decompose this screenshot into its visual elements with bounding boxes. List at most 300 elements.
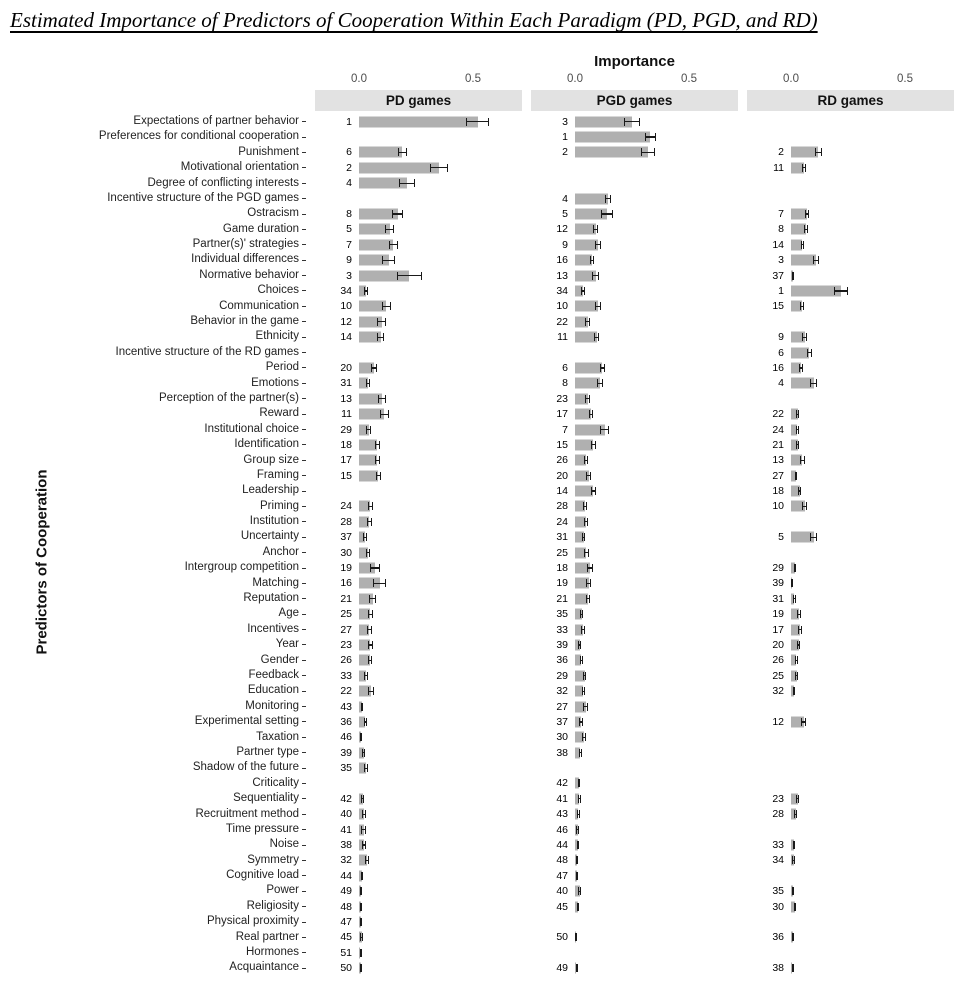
rank-label: 6 <box>778 346 784 359</box>
rank-label: 10 <box>556 300 568 313</box>
rank-label: 19 <box>340 561 352 574</box>
error-bar <box>579 749 583 757</box>
facet-cell-rd <box>747 329 954 344</box>
predictor-label: Period <box>56 360 306 375</box>
facet-cell-pgd <box>531 530 738 545</box>
error-bar <box>377 318 386 326</box>
rank-label: 47 <box>340 915 352 928</box>
predictor-label: Matching <box>56 576 306 591</box>
predictor-row <box>56 607 957 622</box>
x-tick-label: 0.0 <box>783 73 799 85</box>
predictor-row <box>56 637 957 652</box>
facet-cell-pd <box>315 406 522 421</box>
error-bar <box>582 687 586 695</box>
predictor-label: Ostracism <box>56 206 306 221</box>
facet-cell-pgd <box>531 360 738 375</box>
error-bar <box>582 533 586 541</box>
rank-label: 5 <box>778 530 784 543</box>
predictor-row <box>56 945 957 960</box>
facet-cell-rd <box>747 945 954 960</box>
rank-label: 3 <box>778 253 784 266</box>
facet-cell-pd <box>315 268 522 283</box>
rank-label: 20 <box>340 361 352 374</box>
facet-cell-pgd <box>531 622 738 637</box>
facet-cell-rd <box>747 607 954 622</box>
rank-label: 5 <box>562 207 568 220</box>
error-bar <box>600 426 609 434</box>
facet-cell-pd <box>315 145 522 160</box>
predictor-label: Group size <box>56 453 306 468</box>
rank-label: 10 <box>340 300 352 313</box>
rank-label: 11 <box>341 407 352 420</box>
predictor-label: Monitoring <box>56 699 306 714</box>
predictor-label: Incentives <box>56 622 306 637</box>
error-bar <box>368 641 373 649</box>
error-bar <box>360 733 362 741</box>
facet-cell-rd <box>747 591 954 606</box>
error-bar <box>801 718 806 726</box>
error-bar <box>367 518 372 526</box>
predictor-label: Motivational orientation <box>56 160 306 175</box>
predictor-row <box>56 822 957 837</box>
rank-label: 10 <box>772 500 784 513</box>
predictor-row <box>56 653 957 668</box>
facet-cell-pgd <box>531 745 738 760</box>
facet-cell-pd <box>315 853 522 868</box>
error-bar <box>807 349 812 357</box>
facet-cell-rd <box>747 176 954 191</box>
facet-cell-pgd <box>531 760 738 775</box>
facet-cell-pgd <box>531 853 738 868</box>
predictor-label: Religiosity <box>56 899 306 914</box>
facet-cell-pgd <box>531 453 738 468</box>
error-bar <box>576 872 578 880</box>
error-bar <box>576 964 578 972</box>
facet-cell-rd <box>747 837 954 852</box>
predictor-label: Individual differences <box>56 253 306 268</box>
predictor-row <box>56 391 957 406</box>
facet-cell-pgd <box>531 329 738 344</box>
facet-cell-pgd <box>531 222 738 237</box>
predictor-row <box>56 314 957 329</box>
rank-label: 20 <box>772 638 784 651</box>
error-bar <box>796 441 799 449</box>
predictor-row <box>56 560 957 575</box>
rank-label: 34 <box>772 854 784 867</box>
facet-cell-rd <box>747 129 954 144</box>
predictor-label: Gender <box>56 653 306 668</box>
predictor-label: Noise <box>56 837 306 852</box>
error-bar <box>796 426 799 434</box>
error-bar <box>792 856 794 864</box>
rank-label: 17 <box>772 623 784 636</box>
facet-cell-rd <box>747 422 954 437</box>
facet-cell-pd <box>315 437 522 452</box>
rank-label: 12 <box>340 315 352 328</box>
importance-bar <box>359 162 439 173</box>
error-bar <box>360 903 362 911</box>
predictor-row <box>56 453 957 468</box>
tick-cell-rd <box>747 73 954 88</box>
rank-label: 26 <box>772 654 784 667</box>
rank-label: 9 <box>346 253 352 266</box>
error-bar <box>594 333 599 341</box>
facet-cell-pgd <box>531 499 738 514</box>
rank-label: 31 <box>340 377 352 390</box>
facet-cell-rd <box>747 637 954 652</box>
rank-label: 27 <box>556 700 568 713</box>
error-bar <box>585 318 590 326</box>
predictor-row <box>56 699 957 714</box>
rank-label: 1 <box>562 130 568 143</box>
predictor-label: Incentive structure of the PGD games <box>56 191 306 206</box>
rank-label: 13 <box>556 269 568 282</box>
error-bar <box>362 810 366 818</box>
rank-label: 18 <box>340 438 352 451</box>
facet-cell-pgd <box>531 468 738 483</box>
rank-label: 18 <box>772 484 784 497</box>
rank-label: 3 <box>562 115 568 128</box>
facet-cell-rd <box>747 683 954 698</box>
rank-label: 41 <box>556 792 568 805</box>
facet-cell-pgd <box>531 899 738 914</box>
facet-cell-pgd <box>531 837 738 852</box>
predictor-label: Cognitive load <box>56 868 306 883</box>
rank-label: 32 <box>772 684 784 697</box>
error-bar <box>362 749 366 757</box>
facet-cell-pgd <box>531 283 738 298</box>
facet-cell-pd <box>315 283 522 298</box>
facet-cell-pd <box>315 560 522 575</box>
facet-cell-pd <box>315 253 522 268</box>
x-tick-label: 0.5 <box>897 73 913 85</box>
facet-cell-pgd <box>531 437 738 452</box>
x-axis-tick-row <box>56 73 957 88</box>
rank-label: 9 <box>562 238 568 251</box>
error-bar <box>793 687 795 695</box>
predictor-row <box>56 807 957 822</box>
facet-cell-pgd <box>531 406 738 421</box>
facet-cell-rd <box>747 899 954 914</box>
error-bar <box>586 472 591 480</box>
facet-cell-pd <box>315 514 522 529</box>
facet-cell-pgd <box>531 345 738 360</box>
facet-strip-pgd: PGD games <box>531 90 738 111</box>
predictor-row <box>56 730 957 745</box>
error-bar <box>577 903 579 911</box>
predictor-row <box>56 468 957 483</box>
predictor-row <box>56 591 957 606</box>
error-bar <box>377 333 384 341</box>
predictor-label: Behavior in the game <box>56 314 306 329</box>
rank-label: 26 <box>556 454 568 467</box>
facet-strip-rd: RD games <box>747 90 954 111</box>
rank-label: 17 <box>340 454 352 467</box>
facet-cell-pgd <box>531 699 738 714</box>
predictor-label: Partner(s)' strategies <box>56 237 306 252</box>
facet-cell-rd <box>747 560 954 575</box>
rank-label: 41 <box>340 823 352 836</box>
facet-cell-pd <box>315 822 522 837</box>
error-bar <box>802 502 807 510</box>
predictor-label: Leadership <box>56 483 306 498</box>
facet-cell-pd <box>315 837 522 852</box>
error-bar <box>389 241 398 249</box>
predictor-row <box>56 545 957 560</box>
rank-label: 30 <box>556 731 568 744</box>
rank-label: 43 <box>340 700 352 713</box>
facet-cell-pgd <box>531 868 738 883</box>
rank-label: 32 <box>340 854 352 867</box>
facet-cell-rd <box>747 884 954 899</box>
error-bar <box>584 518 588 526</box>
rank-label: 3 <box>346 269 352 282</box>
facet-cell-rd <box>747 314 954 329</box>
facet-cell-rd <box>747 268 954 283</box>
predictor-label: Perception of the partner(s) <box>56 391 306 406</box>
rank-label: 44 <box>340 869 352 882</box>
rank-label: 29 <box>556 669 568 682</box>
error-bar <box>364 718 368 726</box>
error-bar <box>581 287 585 295</box>
facet-cell-pd <box>315 745 522 760</box>
predictor-row <box>56 406 957 421</box>
facet-cell-pgd <box>531 930 738 945</box>
facet-cell-rd <box>747 114 954 129</box>
rank-label: 34 <box>556 284 568 297</box>
error-bar <box>592 272 599 280</box>
facet-cell-rd <box>747 791 954 806</box>
facet-cell-pd <box>315 607 522 622</box>
error-bar <box>601 210 612 218</box>
facet-cell-pd <box>315 545 522 560</box>
facet-cell-pgd <box>531 960 738 975</box>
rank-label: 37 <box>772 269 784 282</box>
rank-label: 8 <box>562 377 568 390</box>
rank-label: 14 <box>556 484 568 497</box>
rank-label: 43 <box>556 808 568 821</box>
rank-label: 31 <box>772 592 784 605</box>
predictor-label: Communication <box>56 299 306 314</box>
rank-label: 38 <box>340 838 352 851</box>
facet-cell-pgd <box>531 268 738 283</box>
rank-label: 2 <box>562 146 568 159</box>
predictor-row <box>56 668 957 683</box>
error-bar <box>798 626 802 634</box>
error-bar <box>591 441 596 449</box>
error-bar <box>796 795 799 803</box>
rank-label: 45 <box>556 900 568 913</box>
predictor-row <box>56 176 957 191</box>
error-bar <box>584 549 589 557</box>
facet-cell-rd <box>747 776 954 791</box>
error-bar <box>591 487 596 495</box>
facet-cell-pd <box>315 206 522 221</box>
rank-label: 30 <box>772 900 784 913</box>
facet-cell-rd <box>747 807 954 822</box>
rank-label: 14 <box>772 238 784 251</box>
rank-label: 20 <box>556 469 568 482</box>
rank-label: 46 <box>556 823 568 836</box>
rank-label: 38 <box>772 961 784 974</box>
error-bar <box>361 795 364 803</box>
error-bar <box>392 210 403 218</box>
predictor-label: Partner type <box>56 745 306 760</box>
facet-cell-pgd <box>531 206 738 221</box>
error-bar <box>385 225 394 233</box>
rank-label: 16 <box>340 577 352 590</box>
figure-title: Estimated Importance of Predictors of Cooperation Within Each Paradigm (PD, PGD, and RD) <box>10 8 818 32</box>
error-bar <box>605 195 612 203</box>
facet-cell-pd <box>315 714 522 729</box>
facet-cell-pd <box>315 160 522 175</box>
error-bar <box>582 733 587 741</box>
rank-label: 27 <box>772 469 784 482</box>
predictor-row <box>56 160 957 175</box>
rank-label: 45 <box>340 931 352 944</box>
rank-label: 22 <box>340 684 352 697</box>
error-bar <box>583 672 587 680</box>
facet-cell-pgd <box>531 807 738 822</box>
facet-cell-pgd <box>531 129 738 144</box>
error-bar <box>585 395 590 403</box>
rank-label: 21 <box>556 592 568 605</box>
facet-cell-pgd <box>531 653 738 668</box>
rank-label: 24 <box>556 515 568 528</box>
rank-label: 28 <box>556 500 568 513</box>
rank-label: 44 <box>556 838 568 851</box>
error-bar <box>398 148 407 156</box>
rank-label: 1 <box>778 284 784 297</box>
facet-cell-rd <box>747 745 954 760</box>
error-bar <box>363 533 367 541</box>
rank-label: 33 <box>772 838 784 851</box>
facet-cell-rd <box>747 237 954 252</box>
facet-strip-row <box>56 90 957 111</box>
error-bar <box>794 564 796 572</box>
error-bar <box>795 656 798 664</box>
predictor-row <box>56 222 957 237</box>
predictor-row <box>56 745 957 760</box>
predictor-label: Institutional choice <box>56 422 306 437</box>
facet-cell-pgd <box>531 176 738 191</box>
rank-label: 23 <box>340 638 352 651</box>
predictor-label: Intergroup competition <box>56 560 306 575</box>
error-bar <box>576 826 578 834</box>
error-bar <box>368 502 373 510</box>
facet-cell-rd <box>747 714 954 729</box>
rank-label: 46 <box>340 731 352 744</box>
error-bar <box>792 272 794 280</box>
facet-cell-pgd <box>531 607 738 622</box>
predictor-row <box>56 930 957 945</box>
rank-label: 12 <box>772 715 784 728</box>
predictor-row <box>56 191 957 206</box>
error-bar <box>370 564 379 572</box>
error-bar <box>800 456 805 464</box>
facet-cell-pd <box>315 576 522 591</box>
rank-label: 2 <box>346 161 352 174</box>
error-bar <box>578 795 581 803</box>
facet-cell-pgd <box>531 314 738 329</box>
rank-label: 25 <box>772 669 784 682</box>
error-bar <box>800 302 805 310</box>
error-bar <box>810 533 817 541</box>
predictor-label: Reputation <box>56 591 306 606</box>
error-bar <box>584 456 588 464</box>
facet-cell-pgd <box>531 791 738 806</box>
predictor-row <box>56 714 957 729</box>
facet-cell-pgd <box>531 422 738 437</box>
facet-cell-pgd <box>531 191 738 206</box>
predictor-row <box>56 683 957 698</box>
rank-label: 22 <box>772 407 784 420</box>
rank-label: 19 <box>772 607 784 620</box>
facet-cell-pgd <box>531 545 738 560</box>
error-bar <box>382 256 396 264</box>
rank-label: 32 <box>556 684 568 697</box>
predictor-row <box>56 853 957 868</box>
rank-label: 36 <box>340 715 352 728</box>
facet-cell-pgd <box>531 714 738 729</box>
facet-cell-pgd <box>531 376 738 391</box>
rank-label: 35 <box>556 607 568 620</box>
error-bar <box>579 718 583 726</box>
error-bar <box>378 395 386 403</box>
rank-label: 24 <box>340 500 352 513</box>
facet-cell-pgd <box>531 299 738 314</box>
facet-cell-pgd <box>531 591 738 606</box>
predictor-row <box>56 376 957 391</box>
predictor-label: Feedback <box>56 668 306 683</box>
facet-cell-pgd <box>531 145 738 160</box>
rank-label: 39 <box>556 638 568 651</box>
error-bar <box>364 672 368 680</box>
error-bar <box>792 964 794 972</box>
rank-label: 23 <box>556 392 568 405</box>
error-bar <box>575 933 577 941</box>
error-bar <box>793 595 795 603</box>
rank-label: 40 <box>556 884 568 897</box>
error-bar <box>399 179 415 187</box>
error-bar <box>382 302 391 310</box>
error-bar <box>362 841 366 849</box>
facet-cell-rd <box>747 653 954 668</box>
predictor-label: Priming <box>56 499 306 514</box>
facet-cell-rd <box>747 760 954 775</box>
tick-cell-pd <box>315 73 522 88</box>
facet-cell-rd <box>747 345 954 360</box>
error-bar <box>791 579 793 587</box>
facet-cell-pd <box>315 391 522 406</box>
error-bar <box>581 626 585 634</box>
rank-label: 49 <box>340 884 352 897</box>
facet-cell-pd <box>315 499 522 514</box>
predictor-label: Anchor <box>56 545 306 560</box>
predictor-row <box>56 483 957 498</box>
predictor-label: Sequentiality <box>56 791 306 806</box>
error-bar <box>366 549 371 557</box>
error-bar <box>804 225 809 233</box>
rank-label: 50 <box>340 961 352 974</box>
rank-label: 6 <box>346 146 352 159</box>
facet-cell-pd <box>315 899 522 914</box>
predictor-label: Age <box>56 607 306 622</box>
facet-cell-rd <box>747 206 954 221</box>
error-bar <box>595 302 600 310</box>
predictor-row <box>56 283 957 298</box>
x-tick-label: 0.5 <box>681 73 697 85</box>
